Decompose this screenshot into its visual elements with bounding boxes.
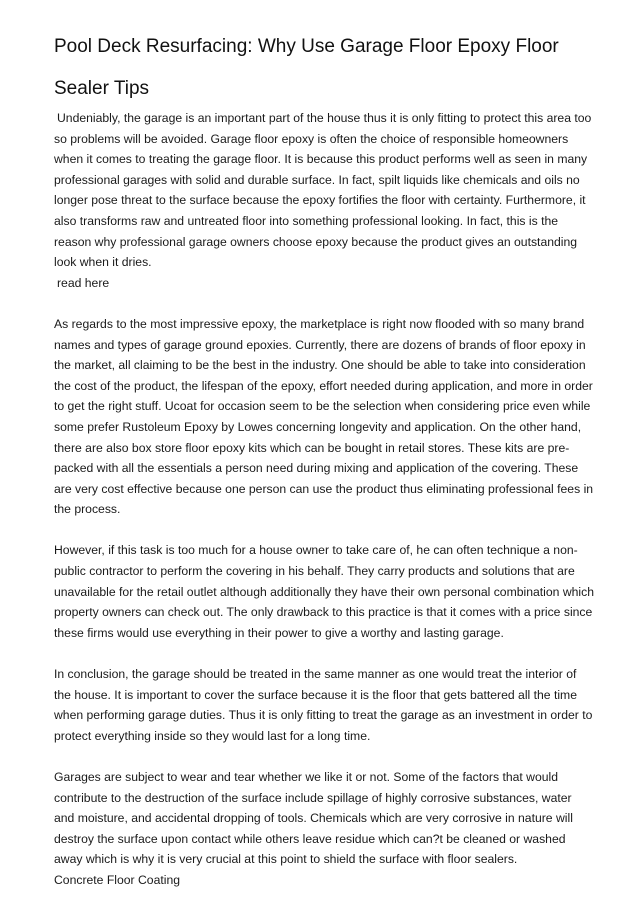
paragraph-conclusion: In conclusion, the garage should be treated in the same manner as one would treat the interior of the house. It is important to cover the surface because it is the floor that gets battered all the time when performing garage duties. Thus it is only fitting to treat the garage as an investment in order to protect everything inside so they would last for a long time.: [54, 667, 593, 743]
paragraph-contractor: However, if this task is too much for a house owner to take care of, he can often technique a non-public contractor to perform the covering in his behalf. They carry products and solutions that are unavailable for the retail outlet although additionally they have their own personal combination which property owners can check out. The only drawback to this practice is that it comes with a price since these firms would use everything in their power to give a worthy and lasting garage.: [54, 543, 594, 640]
paragraph-intro: [54, 108, 594, 293]
read-here-link[interactable]: read here: [57, 275, 110, 290]
document-page: [54, 26, 594, 891]
paragraph-epoxy-brands: As regards to the most impressive epoxy, the marketplace is right now flooded with so many brand names and types of garage ground epoxies. Currently, there are dozens of brands of floor epoxy in the market, all claiming to be the best in the industry. One should be able to take into consideration the cost of the product, the lifespan of the epoxy, effort needed during application, and more in order to get the right stuff. Ucoat for occasion seem to be the selection when considering price even while some prefer Rustoleum Epoxy by Lowes concerning longevity and application. On the other hand, there are also box store floor epoxy kits which can be bought in retail stores. These kits are pre-packed with all the essentials a person need during mixing and application of the covering. These are very cost effective because one person can use the product thus eliminating professional fees in the process.: [54, 316, 594, 517]
concrete-floor-coating-link[interactable]: Concrete Floor Coating: [54, 872, 180, 887]
paragraph-wear-and-tear: [54, 767, 594, 891]
paragraph-wear-and-tear-text: Garages are subject to wear and tear whether we like it or not. Some of the factors that would contribute to the destruction of the surface include spillage of highly corrosive substances, water and moisture, and accidental dropping of tools. Chemicals which are very corrosive in nature will destroy the surface upon contact while others leave residue which can?t be cleaned or washed away which is why it is very crucial at this point to shield the surface with floor sealers.: [54, 770, 573, 867]
page-title: Pool Deck Resurfacing: Why Use Garage Floor Epoxy Floor Sealer Tips: [54, 36, 559, 99]
paragraph-intro-text: Undeniably, the garage is an important part of the house thus it is only fitting to protect this area too so problems will be avoided. Garage floor epoxy is often the choice of responsible homeowners when it comes to treating the garage floor. It is because this product performs well as seen in many professional garages with solid and durable surface. In fact, spilt liquids like chemicals and oils no longer pose threat to the surface because the epoxy fortifies the floor with certainty. Furthermore, it also transforms raw and untreated floor into something professional looking. In fact, this is the reason why professional garage owners choose epoxy because the product gives an outstanding look when it dries.: [54, 111, 592, 270]
